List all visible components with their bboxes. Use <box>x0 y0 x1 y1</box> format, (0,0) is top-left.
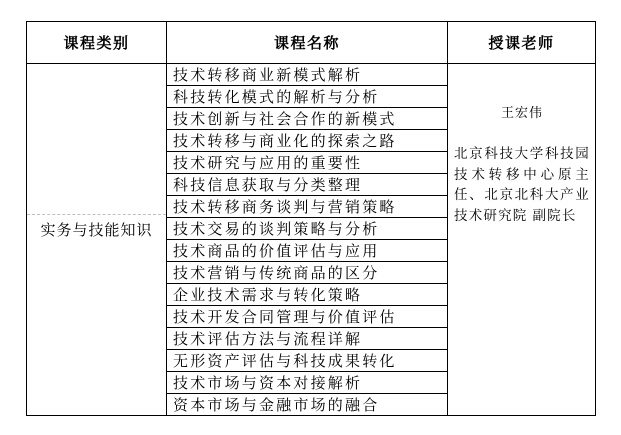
course-name-cell: 资本市场与金融市场的融合 <box>167 394 448 416</box>
teacher-description: 北京科技大学科技园技术转移中心原主任、北京北科大产业技术研究院 副院长 <box>454 146 590 224</box>
category-cell <box>27 64 167 416</box>
teacher-gap <box>454 123 590 144</box>
course-name-cell: 技术转移商业新模式解析 <box>167 64 448 86</box>
column-header-teacher: 授课老师 <box>448 22 596 64</box>
column-header-course-name: 课程名称 <box>167 22 448 64</box>
course-name-cell: 技术转移商务谈判与营销策略 <box>167 196 448 218</box>
course-name-cell: 技术营销与传统商品的区分 <box>167 262 448 284</box>
course-name-cell: 科技转化模式的解析与分析 <box>167 86 448 108</box>
table-header-row <box>27 22 596 64</box>
column-header-category: 课程类别 <box>27 22 167 64</box>
course-name-cell: 技术商品的价值评估与应用 <box>167 240 448 262</box>
course-name-cell: 技术评估方法与流程详解 <box>167 328 448 350</box>
course-table <box>26 21 596 416</box>
teacher-cell <box>448 64 596 416</box>
course-name-cell: 技术开发合同管理与价值评估 <box>167 306 448 328</box>
course-name-cell: 技术市场与资本对接解析 <box>167 372 448 394</box>
course-name-cell: 企业技术需求与转化策略 <box>167 284 448 306</box>
teacher-name: 王宏伟 <box>500 105 543 120</box>
course-name-cell: 技术交易的谈判策略与分析 <box>167 218 448 240</box>
course-name-cell: 无形资产评估与科技成果转化 <box>167 350 448 372</box>
course-name-cell: 科技信息获取与分类整理 <box>167 174 448 196</box>
category-divider <box>27 214 166 215</box>
course-name-cell: 技术创新与社会合作的新模式 <box>167 108 448 130</box>
table-row <box>27 64 596 86</box>
course-name-cell: 技术研究与应用的重要性 <box>167 152 448 174</box>
course-name-cell: 技术转移与商业化的探索之路 <box>167 130 448 152</box>
category-label: 实务与技能知识 <box>40 222 153 239</box>
